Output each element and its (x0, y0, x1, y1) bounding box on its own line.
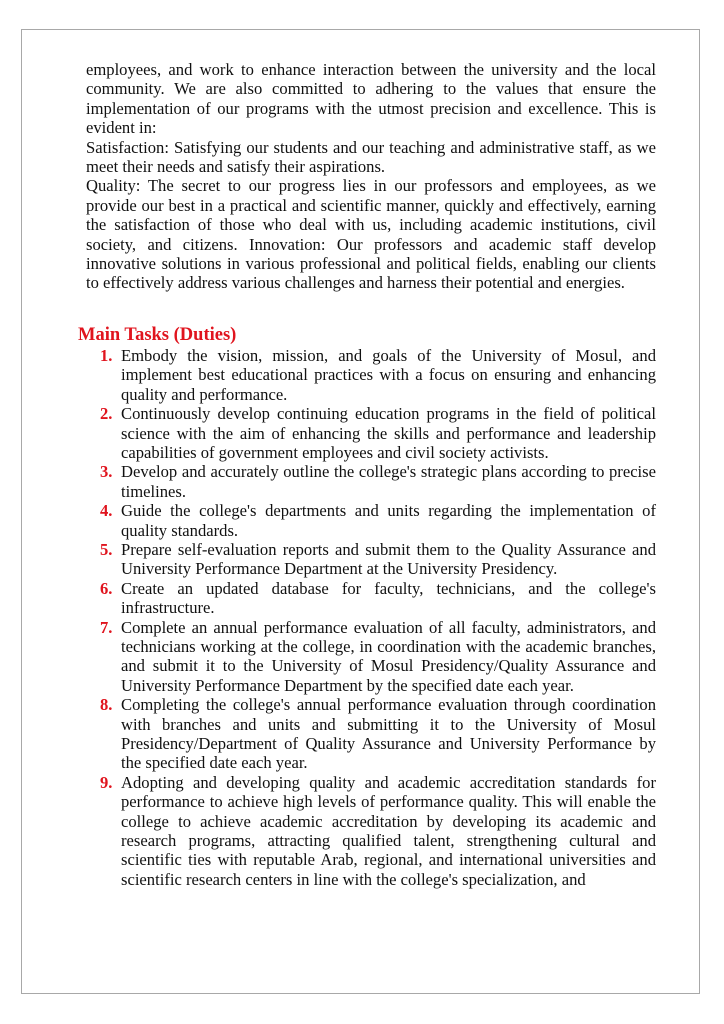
list-item-text: Completing the college's annual performance evaluation through coordination with branches and units and submitting it to the University of Mosul Presidency/Department of Quality Assurance and University Performance by the specified date each year. (121, 695, 656, 773)
list-number: 2. (100, 404, 113, 424)
list-item (100, 501, 656, 540)
list-item-text: Create an updated database for faculty, technicians, and the college's infrastructure. (121, 578, 656, 618)
list-number: 1. (100, 345, 113, 365)
list-number: 4. (100, 501, 113, 521)
list-item-text: Prepare self-evaluation reports and submit them to the Quality Assurance and University Performance Department at the University Presidency. (121, 539, 656, 579)
list-number: 5. (100, 539, 113, 559)
quality-paragraph: Quality: The secret to our progress lies in our professors and employees, as we provide our best in a practical and scientific manner, quickly and effectively, earning the satisfaction of those who deal with us, including academic institutions, civil society, and citizens. Innovation: Our professors and academic staff develop innovative solutions in various professional and political fields, enabling our clients to effectively address various challenges and harness their potential and energies. (86, 176, 656, 293)
list-item-text: Continuously develop continuing education programs in the field of political science with the aim of enhancing the skills and performance and leadership capabilities of government employees and civil society activists. (121, 404, 656, 462)
list-item-text: Develop and accurately outline the college's strategic plans according to precise timelines. (121, 462, 656, 501)
list-item (100, 617, 656, 696)
list-number: 3. (100, 462, 113, 482)
list-item (100, 539, 656, 579)
list-item-text: Guide the college's departments and units regarding the implementation of quality standards. (121, 501, 656, 540)
list-item-text: Complete an annual performance evaluation of all faculty, administrators, and technicians working at the college, in coordination with the academic branches, and submit it to the University of Mosul Presidency/Quality Assurance and University Performance Department by the specified date each year. (121, 617, 656, 695)
list-number: 9. (100, 772, 113, 792)
list-item (100, 772, 656, 889)
list-item (100, 462, 656, 501)
section-heading: Main Tasks (Duties) (78, 324, 237, 345)
list-item (100, 345, 656, 404)
list-item-text: Embody the vision, mission, and goals of the University of Mosul, and implement best educational practices with a focus on ensuring and enhancing quality and performance. (121, 345, 656, 404)
list-item (100, 404, 656, 462)
satisfaction-paragraph: Satisfaction: Satisfying our students and our teaching and administrative staff, as we meet their needs and satisfy their aspirations. (86, 137, 656, 177)
tasks-list (86, 346, 656, 889)
list-item (100, 695, 656, 773)
list-item (100, 578, 656, 618)
list-item-text: Adopting and developing quality and academic accreditation standards for performance to achieve high levels of performance quality. This will enable the college to achieve academic accreditation by developing its academic and research programs, attracting qualified talent, strengthening cultural and scientific ties with reputable Arab, regional, and international universities and scientific research centers in line with the college's specialization, and (121, 772, 656, 889)
list-number: 7. (100, 617, 113, 637)
intro-paragraph: employees, and work to enhance interaction between the university and the local community. We are also committed to adhering to the values that ensure the implementation of our programs with the utmost precision and excellence. This is evident in: (86, 60, 656, 138)
document-body (78, 60, 656, 889)
list-number: 8. (100, 695, 113, 715)
list-number: 6. (100, 578, 113, 598)
